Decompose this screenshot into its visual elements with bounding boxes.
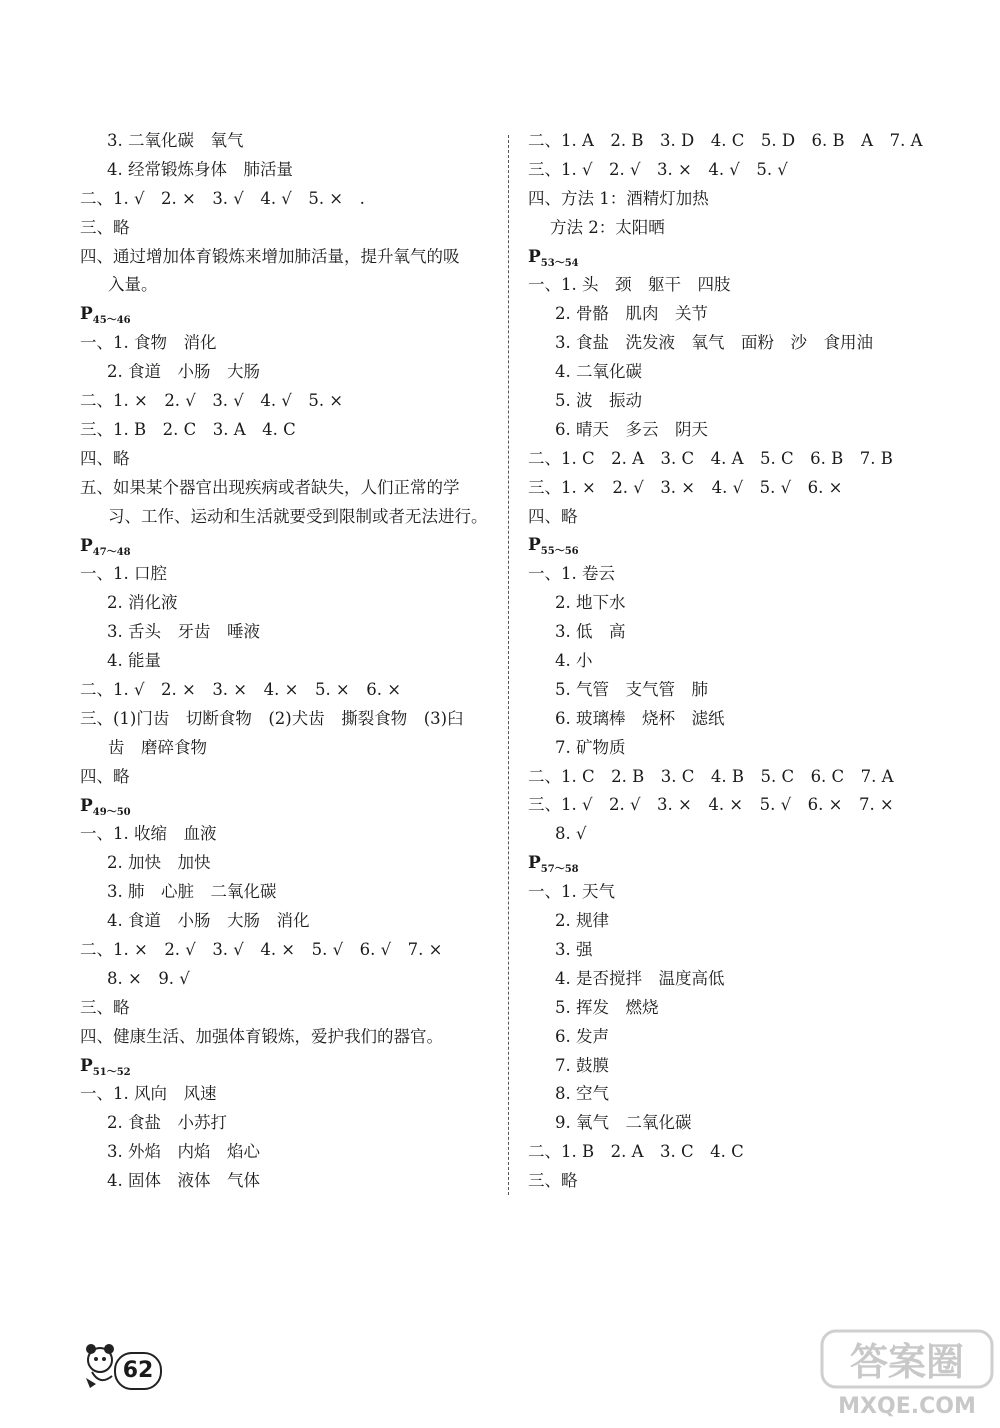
answer-subitem: [80, 878, 498, 907]
answer-text: 四、通过增加体育锻炼来增加肺活量，提升氧气的吸: [80, 246, 460, 266]
answer-section: [528, 474, 928, 503]
answer-text: 2. 规律: [555, 911, 609, 931]
page-range: 47～48: [92, 546, 131, 558]
answer-subitem: [80, 358, 498, 387]
page-range-heading: [80, 792, 498, 821]
answer-section: [80, 763, 498, 792]
answer-text: 5. 波 振动: [555, 391, 642, 411]
watermark-logo: [820, 1325, 995, 1420]
page-range-heading: [80, 1052, 498, 1081]
page-prefix: P: [528, 535, 541, 556]
answer-text: 一、1. 食物 消化: [80, 333, 217, 353]
answer-subitem: [528, 1023, 928, 1052]
page-prefix: P: [528, 853, 541, 874]
answer-text: 9. 氧气 二氧化碳: [555, 1113, 692, 1133]
answer-text: 2. 食道 小肠 大肠: [107, 362, 260, 382]
answer-subitem: [80, 965, 498, 994]
answer-text: 二、1. B 2. A 3. C 4. C: [528, 1142, 744, 1162]
answer-section: [528, 560, 928, 589]
answer-text: 3. 低 高: [555, 622, 626, 642]
answer-text: 方法 2：太阳晒: [550, 217, 665, 237]
answer-text: 三、1. B 2. C 3. A 4. C: [80, 419, 296, 439]
answer-subitem: [80, 589, 498, 618]
answer-text-continuation: 习、工作、运动和生活就要受到限制或者无法进行。: [108, 506, 488, 526]
page-range: 53～54: [540, 257, 579, 269]
answer-text: 三、(1)门齿 切断食物 (2)犬齿 撕裂食物 (3)臼: [80, 708, 464, 728]
page-prefix: P: [80, 1055, 93, 1076]
answer-text: 2. 消化液: [107, 593, 178, 613]
answer-text: 3. 外焰 内焰 焰心: [107, 1142, 260, 1162]
page-prefix: P: [528, 246, 541, 267]
answer-text: 8. 空气: [555, 1084, 609, 1104]
answer-subitem: [528, 907, 928, 936]
page-range: 57～58: [540, 864, 579, 876]
answer-text: 二、1. C 2. B 3. C 4. B 5. C 6. C 7. A: [528, 766, 894, 786]
answer-subitem: [80, 849, 498, 878]
answer-text: 四、健康生活、加强体育锻炼，爱护我们的器官。: [80, 1026, 443, 1046]
answer-subitem: [528, 329, 928, 358]
answer-subitem: [80, 618, 498, 647]
answer-text: 三、1. √ 2. √ 3. × 4. √ 5. √: [528, 159, 788, 179]
answer-subitem: [528, 1080, 928, 1109]
answer-text: 3. 食盐 洗发液 氧气 面粉 沙 食用油: [555, 333, 873, 353]
answer-subitem: [528, 387, 928, 416]
answer-subitem: [80, 1167, 498, 1196]
answer-section: [528, 503, 928, 532]
answer-text: 3. 舌头 牙齿 唾液: [107, 622, 260, 642]
answer-subitem: [528, 214, 928, 243]
answer-text: 一、1. 卷云: [528, 564, 615, 584]
answer-text: 2. 骨骼 肌肉 关节: [555, 304, 708, 324]
answer-section: [528, 1167, 928, 1196]
answer-text: 二、1. C 2. A 3. C 4. A 5. C 6. B 7. B: [528, 448, 893, 468]
answer-text: 一、1. 口腔: [80, 564, 167, 584]
answer-section: [80, 214, 498, 243]
answer-text-continuation: 入量。: [108, 275, 158, 295]
answer-text: 4. 小: [555, 651, 593, 671]
answer-text: 一、1. 天气: [528, 882, 615, 902]
answer-text: 五、如果某个器官出现疾病或者缺失，人们正常的学: [80, 477, 460, 497]
answer-text: 3. 肺 心脏 二氧化碳: [107, 882, 277, 902]
answer-section: [80, 185, 498, 214]
answer-section: [528, 445, 928, 474]
answer-text: 二、1. √ 2. × 3. × 4. × 5. × 6. ×: [80, 679, 402, 699]
answer-text: 4. 食道 小肠 大肠 消化: [107, 911, 310, 931]
answer-section: [528, 185, 928, 214]
answer-text: 三、略: [528, 1171, 578, 1191]
answer-subitem: [528, 965, 928, 994]
answer-text: 四、略: [528, 506, 578, 526]
answer-text: 4. 二氧化碳: [555, 362, 642, 382]
column-divider: [508, 135, 509, 1195]
answer-section: [80, 1023, 498, 1052]
answer-text: 2. 食盐 小苏打: [107, 1113, 227, 1133]
page-range-heading: [528, 531, 928, 560]
answer-text-continuation: 齿 磨碎食物: [108, 737, 207, 757]
answer-text: 5. 挥发 燃烧: [555, 997, 659, 1017]
answer-text: 三、1. √ 2. √ 3. × 4. × 5. √ 6. × 7. ×: [528, 795, 894, 815]
answer-text: 4. 固体 液体 气体: [107, 1171, 260, 1191]
answer-subitem: [80, 127, 498, 156]
page-range-heading: [528, 243, 928, 272]
page-range-heading: [80, 532, 498, 561]
answer-text: 3. 强: [555, 939, 593, 959]
answer-text: 2. 地下水: [555, 593, 626, 613]
answer-section: [80, 243, 498, 301]
page-prefix: P: [80, 304, 93, 325]
answer-section: [80, 560, 498, 589]
answer-text: 二、1. × 2. √ 3. √ 4. × 5. √ 6. √ 7. ×: [80, 940, 443, 960]
answer-text: 4. 能量: [107, 651, 161, 671]
answer-section: [528, 1138, 928, 1167]
answer-text: 6. 晴天 多云 阴天: [555, 419, 708, 439]
page-prefix: P: [80, 535, 93, 556]
answer-section: [528, 791, 928, 820]
answer-subitem: [528, 705, 928, 734]
answer-text: 三、略: [80, 997, 130, 1017]
answer-text: 6. 玻璃棒 烧杯 滤纸: [555, 708, 725, 728]
answer-subitem: [528, 416, 928, 445]
page-range-heading: [528, 849, 928, 878]
answer-subitem: [528, 936, 928, 965]
answer-subitem: [80, 156, 498, 185]
answer-text: 三、略: [80, 217, 130, 237]
page-range: 49～50: [92, 806, 131, 818]
answer-subitem: [528, 734, 928, 763]
answer-subitem: [528, 676, 928, 705]
answer-text: 4. 是否搅拌 温度高低: [555, 968, 725, 988]
answer-section: [80, 936, 498, 965]
answer-section: [80, 474, 498, 532]
answer-text: 8. √: [555, 824, 587, 844]
answer-subitem: [80, 647, 498, 676]
answer-text: 二、1. × 2. √ 3. √ 4. √ 5. ×: [80, 391, 344, 411]
answer-section: [528, 878, 928, 907]
answer-text: 三、1. × 2. √ 3. × 4. √ 5. √ 6. ×: [528, 477, 843, 497]
answer-text: 3. 二氧化碳 氧气: [107, 131, 244, 150]
answer-section: [80, 387, 498, 416]
answer-text: 四、略: [80, 766, 130, 786]
page-range: 51～52: [92, 1066, 131, 1078]
page-range-heading: [80, 300, 498, 329]
answer-subitem: [80, 1109, 498, 1138]
answer-section: [80, 445, 498, 474]
answer-section: [80, 329, 498, 358]
answer-text: 二、1. √ 2. × 3. √ 4. √ 5. × .: [80, 188, 365, 208]
page-range: 45～46: [92, 315, 131, 327]
answer-text: 5. 气管 支气管 肺: [555, 679, 708, 699]
answer-section: [528, 156, 928, 185]
answer-text: 7. 鼓膜: [555, 1055, 609, 1075]
answer-section: [528, 763, 928, 792]
answer-text: 6. 发声: [555, 1026, 609, 1046]
answer-subitem: [528, 618, 928, 647]
answer-text: 8. × 9. √: [107, 968, 190, 988]
answer-text: 四、方法 1：酒精灯加热: [528, 188, 709, 208]
answer-subitem: [528, 300, 928, 329]
answer-text: 四、略: [80, 448, 130, 468]
answer-subitem: [528, 994, 928, 1023]
page-prefix: P: [80, 795, 93, 816]
answer-section: [528, 127, 928, 156]
watermark-title: 答案圈: [849, 1340, 965, 1384]
right-answer-column: [528, 127, 928, 1196]
answer-subitem: [528, 1109, 928, 1138]
answer-subitem: [528, 358, 928, 387]
left-answer-column: [80, 127, 498, 1196]
answer-subitem: [528, 820, 928, 849]
answer-text: 一、1. 风向 风速: [80, 1084, 217, 1104]
answer-subitem: [528, 1052, 928, 1081]
answer-subitem: [528, 647, 928, 676]
answer-section: [80, 994, 498, 1023]
page-range: 55～56: [540, 546, 579, 558]
answer-section: [80, 1080, 498, 1109]
answer-subitem: [80, 907, 498, 936]
answer-section: [528, 271, 928, 300]
answer-section: [80, 676, 498, 705]
answer-text: 7. 矿物质: [555, 737, 626, 757]
answer-text: 4. 经常锻炼身体 肺活量: [107, 159, 293, 179]
answer-section: [80, 705, 498, 763]
answer-subitem: [80, 1138, 498, 1167]
answer-section: [80, 416, 498, 445]
answer-text: 一、1. 收缩 血液: [80, 824, 217, 844]
answer-text: 二、1. A 2. B 3. D 4. C 5. D 6. B A 7. A: [528, 131, 923, 150]
answer-text: 2. 加快 加快: [107, 853, 211, 873]
answer-subitem: [528, 589, 928, 618]
watermark-url: MXQE.COM: [838, 1394, 976, 1419]
answer-text: 一、1. 头 颈 躯干 四肢: [528, 275, 731, 295]
answer-section: [80, 820, 498, 849]
page-number: 62: [114, 1352, 162, 1390]
